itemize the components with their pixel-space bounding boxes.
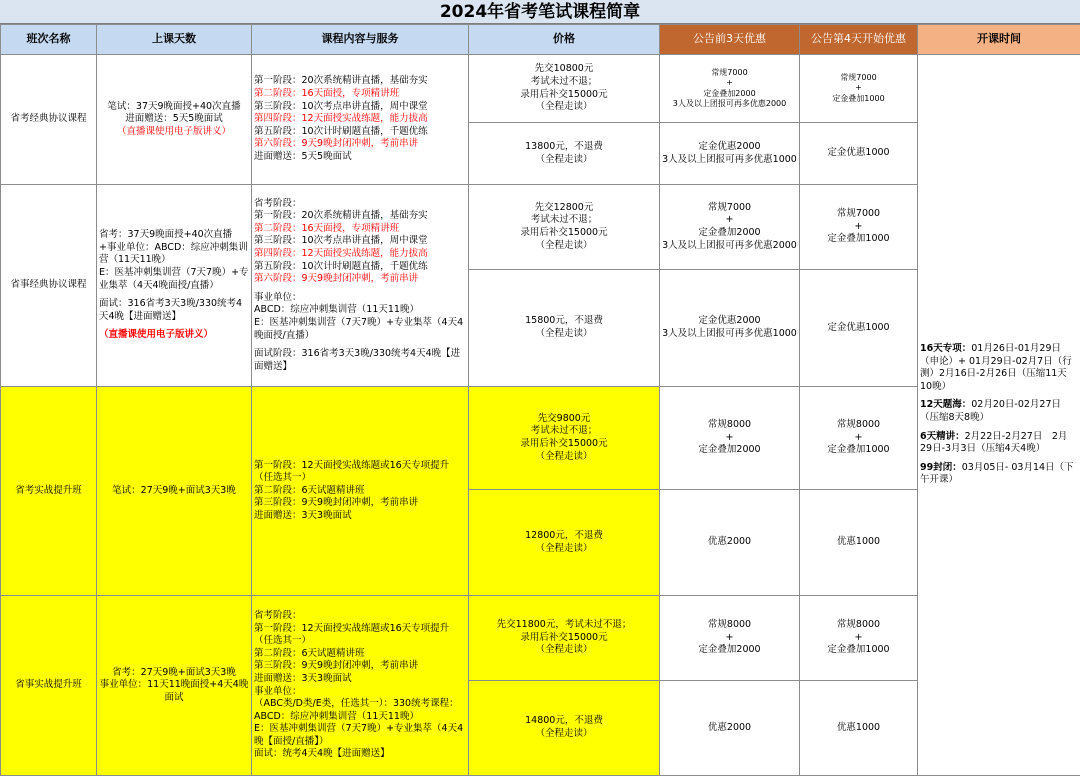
price-cell: 先交12800元 考试未过不退； 录用后补交15000元 （全程走读） bbox=[469, 185, 660, 270]
header-pre3-discount: 公告前3天优惠 bbox=[660, 25, 800, 55]
pre3-discount-cell: 定金优惠2000 3人及以上团报可再多优惠1000 bbox=[660, 270, 800, 387]
price-cell: 先交11800元，考试未过不退； 录用后补交15000元 （全程走读） bbox=[469, 596, 660, 681]
table-row bbox=[1, 55, 1080, 123]
pre3-discount-cell: 优惠2000 bbox=[660, 490, 800, 596]
class-name-cell: 省考经典协议课程 bbox=[1, 55, 97, 185]
price-cell: 12800元，不退费 （全程走读） bbox=[469, 490, 660, 596]
day4-discount-cell: 常规7000 + 定金叠加1000 bbox=[800, 185, 918, 270]
header-row bbox=[1, 25, 1080, 55]
content-cell: 第一阶段：12天面授实战练题或16天专项提升（任选其一） 第二阶段：6天试题精讲班 第三阶段：9天9晚封闭冲刺，考前串讲 进面赠送：3天3晚面试 bbox=[252, 387, 469, 596]
course-table bbox=[0, 24, 1080, 776]
price-cell: 先交10800元 考试未过不退； 录用后补交15000元 （全程走读） bbox=[469, 55, 660, 123]
pre3-discount-cell: 常规8000 + 定金叠加2000 bbox=[660, 596, 800, 681]
class-name-cell: 省事实战提升班 bbox=[1, 596, 97, 776]
day4-discount-cell: 常规8000 + 定金叠加1000 bbox=[800, 387, 918, 490]
header-class-name: 班次名称 bbox=[1, 25, 97, 55]
price-cell: 14800元，不退费 （全程走读） bbox=[469, 681, 660, 776]
pre3-discount-cell: 常规8000 + 定金叠加2000 bbox=[660, 387, 800, 490]
day4-discount-cell: 优惠1000 bbox=[800, 681, 918, 776]
content-cell: 省考阶段： 第一阶段：12天面授实战练题或16天专项提升（任选其一） 第二阶段：6天试题精讲班 第三阶段：9天9晚封闭冲刺，考前串讲 进面赠送：3天3晚面试 事业单位： （ABC类/D类/E类，任选其一）：330统考课程： ABCD：综应冲刺集训营（11天11晚） E：医基冲刺集训营（7天7晚）+专业集萃（4天4晚【面授/直播】） 面试：统考4天4晚【进面赠送】 bbox=[252, 596, 469, 776]
day4-discount-cell: 定金优惠1000 bbox=[800, 270, 918, 387]
content-cell: 第一阶段：20次系统精讲直播，基础夯实 第二阶段：16天面授，专项精讲班 第三阶段：10次考点串讲直播，周中课堂 第四阶段：12天面授实战练题，能力拔高 第五阶段：10次计时刷题直播，千题优练 第六阶段：9天9晚封闭冲刺，考前串讲 进面赠送：5天5晚面试 bbox=[252, 55, 469, 185]
header-days: 上课天数 bbox=[97, 25, 252, 55]
day4-discount-cell: 定金优惠1000 bbox=[800, 123, 918, 185]
pre3-discount-cell: 常规7000 + 定金叠加2000 3人及以上团报可再多优惠2000 bbox=[660, 55, 800, 123]
day4-discount-cell: 优惠1000 bbox=[800, 490, 918, 596]
days-cell: 省考：37天9晚面授+40次直播+事业单位：ABCD：综应冲刺集训营（11天11晚） E：医基冲刺集训营（7天7晚）+专业集萃（4天4晚面授/直播） 面试：316省考3天3晚/330统考4天4晚【进面赠送】 （直播课使用电子版讲义） bbox=[97, 185, 252, 387]
content-cell: 省考阶段： 第一阶段：20次系统精讲直播，基础夯实 第二阶段：16天面授，专项精讲班 第三阶段：10次考点串讲直播，周中课堂 第四阶段：12天面授实战练题，能力拔高 第五阶段：10次计时刷题直播，千题优练 第六阶段：9天9晚封闭冲刺，考前串讲 事业单位： ABCD：综应冲刺集训营（11天11晚） E：医基冲刺集训营（7天7晚）+专业集萃（4天4晚面授/直播） 面试阶段：316省考3天3晚/330统考4天4晚【进面赠送】 bbox=[252, 185, 469, 387]
day4-discount-cell: 常规7000 + 定金叠加1000 bbox=[800, 55, 918, 123]
pre3-discount-cell: 优惠2000 bbox=[660, 681, 800, 776]
start-time-cell: 16天专项：01月26日-01月29日（申论）+ 01月29日-02月7日（行测）2月16日-2月26日（压缩11天10晚） 12天题海：02月20日-02月27日（压缩8天8晚） 6天精讲：2月22日-2月27日 2月29日-3月3日（压缩4天4晚） 99封闭：03月05日- 03月14日（下午开课） bbox=[918, 55, 1080, 776]
price-cell: 先交9800元 考试未过不退； 录用后补交15000元 （全程走读） bbox=[469, 387, 660, 490]
page-title: 2024年省考笔试课程简章 bbox=[0, 0, 1080, 24]
price-cell: 13800元，不退费 （全程走读） bbox=[469, 123, 660, 185]
day4-discount-cell: 常规8000 + 定金叠加1000 bbox=[800, 596, 918, 681]
header-price: 价格 bbox=[469, 25, 660, 55]
class-name-cell: 省事经典协议课程 bbox=[1, 185, 97, 387]
pre3-discount-cell: 定金优惠2000 3人及以上团报可再多优惠1000 bbox=[660, 123, 800, 185]
header-start-time: 开课时间 bbox=[918, 25, 1080, 55]
header-content: 课程内容与服务 bbox=[252, 25, 469, 55]
days-cell: 省考：27天9晚+面试3天3晚 事业单位：11天11晚面授+4天4晚面试 bbox=[97, 596, 252, 776]
class-name-cell: 省考实战提升班 bbox=[1, 387, 97, 596]
price-cell: 15800元，不退费 （全程走读） bbox=[469, 270, 660, 387]
days-cell: 笔试：37天9晚面授+40次直播 进面赠送：5天5晚面试 （直播课使用电子版讲义） bbox=[97, 55, 252, 185]
header-day4-discount: 公告第4天开始优惠 bbox=[800, 25, 918, 55]
pre3-discount-cell: 常规7000 + 定金叠加2000 3人及以上团报可再多优惠2000 bbox=[660, 185, 800, 270]
days-cell: 笔试：27天9晚+面试3天3晚 bbox=[97, 387, 252, 596]
